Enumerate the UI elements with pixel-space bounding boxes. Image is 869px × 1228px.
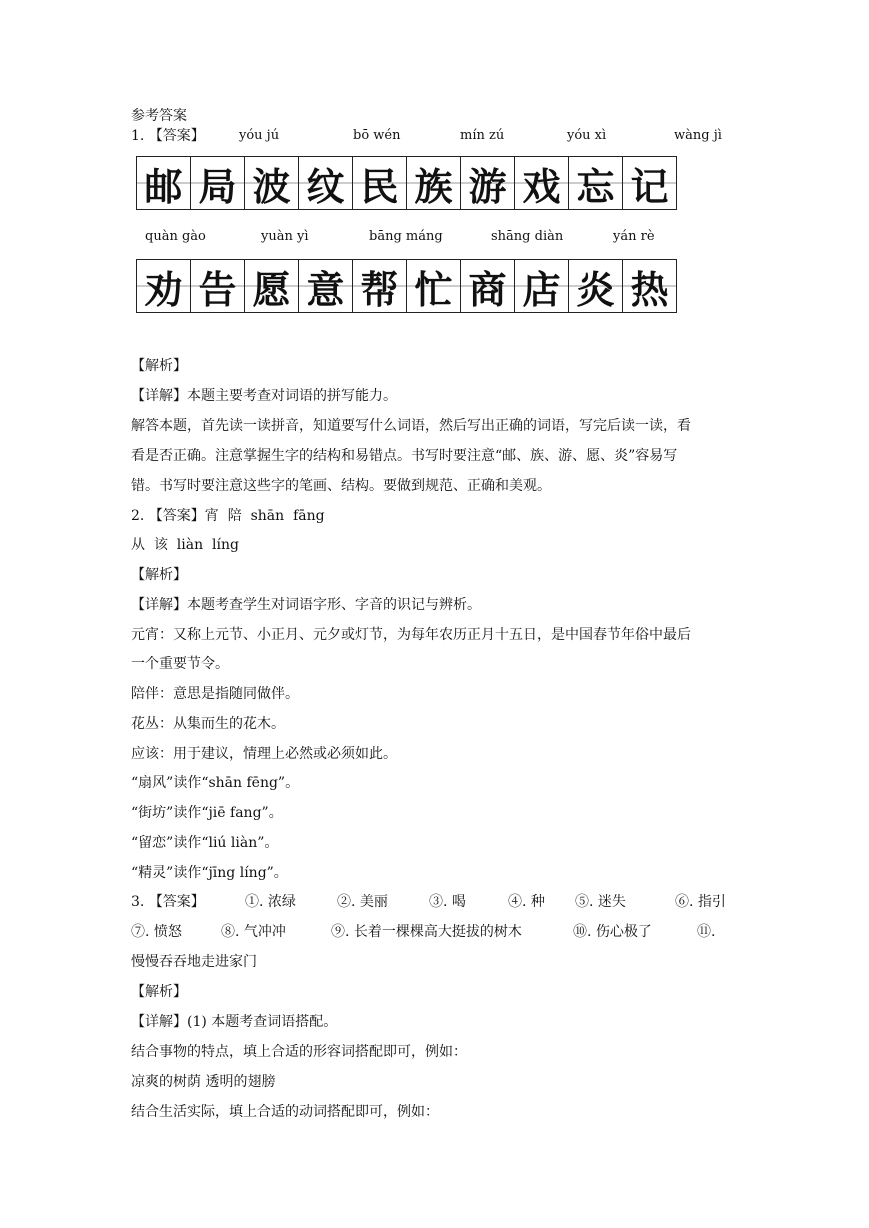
q1-label: 1. 【答案】 [131, 128, 205, 144]
answer-item: ⑧. 气冲冲 [221, 924, 286, 940]
answer-item: ⑤. 迷失 [575, 894, 626, 910]
q3-text: 结合生活实际，填上合适的动词搭配即可，例如： [131, 1104, 439, 1120]
answer-item: ③. 喝 [429, 894, 466, 910]
q2-answer-line-1: 2. 【答案】宵 陪 shān fāng [131, 508, 325, 524]
q3-answer-line-3: 慢慢吞吞地走进家门 [131, 954, 257, 970]
q2-text: “街坊”读作“jiē fang”。 [131, 805, 283, 821]
q1-para-2: 看是否正确。注意掌握生字的结构和易错点。书写时要注意“邮、族、游、愿、炎”容易写 [131, 448, 678, 464]
q2-text: “精灵”读作“jīng líng”。 [131, 865, 288, 881]
pinyin: shāng diàn [491, 229, 564, 244]
pinyin: yóu jú [239, 128, 280, 143]
pinyin: quàn gào [145, 229, 206, 244]
q2-text: “留恋”读作“liú liàn”。 [131, 835, 279, 851]
pinyin: wàng jì [674, 128, 722, 143]
tianzi-cell: 店 [515, 260, 569, 312]
tianzi-cell: 记 [623, 157, 677, 209]
tianzi-cell: 意 [299, 260, 353, 312]
answer-item: ①. 浓绿 [245, 894, 296, 910]
tianzi-cell: 族 [407, 157, 461, 209]
q2-text: 应该：用于建议，情理上必然或必须如此。 [131, 746, 397, 762]
tianzi-cell: 热 [623, 260, 677, 312]
q3-xiangjie: 【详解】(1) 本题考查词语搭配。 [131, 1014, 338, 1030]
q2-text: “扇风”读作“shān fēng”。 [131, 775, 300, 791]
q3-label: 3. 【答案】 [131, 894, 205, 910]
pinyin: bāng máng [369, 229, 443, 244]
q1-para-1: 解答本题，首先读一读拼音，知道要写什么词语，然后写出正确的词语，写完后读一读，看 [131, 418, 691, 434]
tianzi-cell: 忙 [407, 260, 461, 312]
q3-text: 凉爽的树荫 透明的翅膀 [131, 1074, 276, 1090]
tianzi-cell: 帮 [353, 260, 407, 312]
q2-text: 花丛：从集而生的花木。 [131, 716, 285, 732]
q3-text: 结合事物的特点，填上合适的形容词搭配即可，例如： [131, 1044, 467, 1060]
pinyin: yuàn yì [261, 229, 309, 244]
tianzi-cell: 劝 [137, 260, 191, 312]
pinyin: yóu xì [567, 128, 607, 143]
tianzi-cell: 炎 [569, 260, 623, 312]
q1-char-grid-1 [136, 156, 677, 210]
answer-item: ④. 种 [508, 894, 545, 910]
pinyin: mín zú [460, 128, 505, 143]
q2-text: 一个重要节令。 [131, 656, 229, 672]
tianzi-cell: 波 [245, 157, 299, 209]
tianzi-cell: 戏 [515, 157, 569, 209]
q3-jiexi: 【解析】 [131, 984, 187, 1000]
tianzi-cell: 民 [353, 157, 407, 209]
pinyin: bō wén [353, 128, 401, 143]
tianzi-cell: 游 [461, 157, 515, 209]
tianzi-cell: 局 [191, 157, 245, 209]
tianzi-cell: 邮 [137, 157, 191, 209]
q1-xiangjie: 【详解】本题主要考查对词语的拼写能力。 [131, 388, 397, 404]
q2-text: 元宵：又称上元节、小正月、元夕或灯节，为每年农历正月十五日，是中国春节年俗中最后 [131, 627, 691, 643]
answer-header: 参考答案 [131, 108, 187, 124]
q2-jiexi: 【解析】 [131, 567, 187, 583]
tianzi-cell: 商 [461, 260, 515, 312]
tianzi-cell: 纹 [299, 157, 353, 209]
q3-items-row-1 [131, 892, 751, 912]
q1-para-3: 错。书写时要注意这些字的笔画、结构。要做到规范、正确和美观。 [131, 478, 551, 494]
q1-jiexi: 【解析】 [131, 358, 187, 374]
q2-text: 陪伴：意思是指随同做伴。 [131, 686, 299, 702]
answer-item: ⑩. 伤心极了 [573, 924, 652, 940]
answer-item: ⑨. 长着一棵棵高大挺拔的树木 [331, 924, 522, 940]
answer-item: ⑦. 愤怒 [131, 924, 182, 940]
tianzi-cell: 忘 [569, 157, 623, 209]
q2-xiangjie: 【详解】本题考查学生对词语字形、字音的识记与辨析。 [131, 597, 481, 613]
q1-char-grid-2 [136, 259, 677, 313]
q3-items-row-2 [131, 922, 751, 942]
tianzi-cell: 愿 [245, 260, 299, 312]
q2-answer-line-2: 从 该 liàn líng [131, 537, 239, 553]
pinyin: yán rè [613, 229, 655, 244]
answer-item: ⑪. [697, 924, 716, 940]
answer-item: ②. 美丽 [337, 894, 388, 910]
answer-item: ⑥. 指引 [675, 894, 726, 910]
tianzi-cell: 告 [191, 260, 245, 312]
